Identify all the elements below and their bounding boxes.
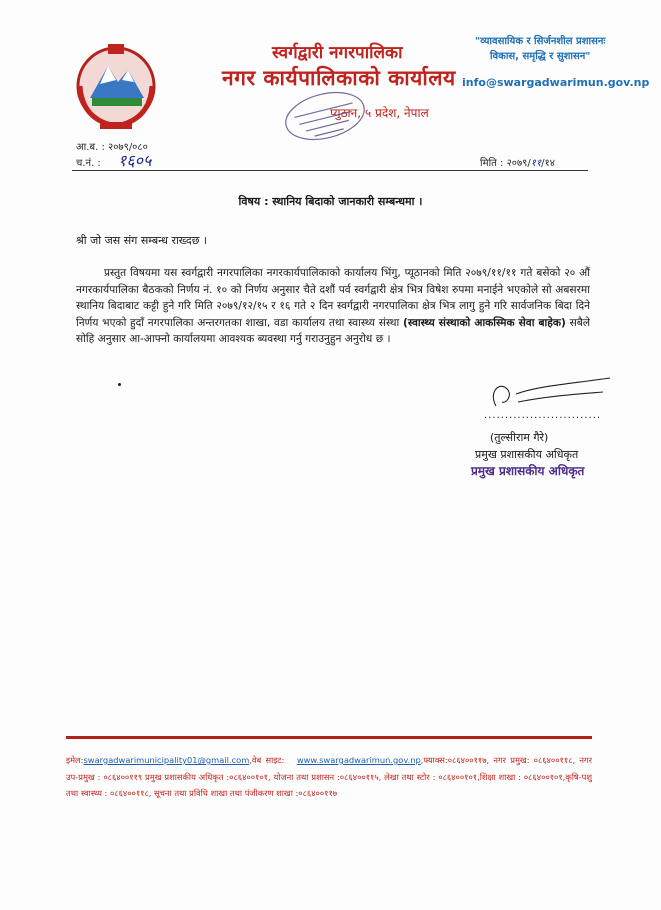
municipality-name: स्वर्गद्वारी नगरपालिका xyxy=(272,43,403,63)
date-label: मिति : २०७९/ xyxy=(480,158,531,169)
body-part-1: प्रस्तुत विषयमा यस स्वर्गद्वारी नगरपालिका नगरकार्यपालिकाको कार्यालय भिंगु, प्यूठानको मिति २०७९/११/११ गते बसेको २० औं नगरकार्यपालिका बैठकको निर्णय नं. १० को निर्णय अनुसार चैते दशौं पर्व स्वर्गद्वारी क्षेत्र भित्र विषेश रुपमा मनाईने भएकोले सो अबसरमा स्थानिय बिदाबाट कट्टी हुने गरि मिति २०७९/१२/१५ र १६ गते २ दिन स्वर्गद्वारी नगरपालिका क्षेत्र भित्र लागु हुने गरि सार्वजनिक बिदा दिने निर्णय भएको हुदाँ नगरपालिका अन्तरगतका शाखा, वडा कार्यालय तथा स्वास्थ्य संस्था xyxy=(76,267,590,329)
letter-date xyxy=(480,155,555,169)
signatory-name: (तुल्सीराम गैरे) xyxy=(490,431,549,444)
dispatch-label: च.नं. : xyxy=(76,158,101,169)
office-name: नगर कार्यपालिकाको कार्यालय xyxy=(222,66,456,90)
nepal-emblem-icon xyxy=(70,40,162,132)
fiscal-year: आ.ब. : २०७९/०८० xyxy=(76,142,148,153)
footer-email-link[interactable]: swargadwarimunicipality01@gmail.com xyxy=(83,755,250,765)
slogan-line-2: विकास, समृद्धि र सुशासन" xyxy=(490,51,591,62)
footer-phone-list: ,फ्याक्स:०८६४००११७, नगर प्रमुख: ०८६४००११८, नगर उप-प्रमुख : ०८६४००११९ प्रमुख प्रशासकीय अधिकृत :०८६४००१०१, योजना तथा प्रशासन :०८६४००११५, लेखा तथा स्टोर : ०८६४००१०१,शिक्षा शाखा : ०८६४००१०१,कृषि-पशु तथा स्वास्थ्य : ०८६४००११८, सूचना तथा प्रविधि शाखा तथा पंजीकरण शाखा :०८६४००११७ xyxy=(66,755,593,798)
body-bold-note: (स्वास्थ्य संस्थाको आकस्मिक सेवा बाहेक) xyxy=(403,316,566,329)
designation-stamp: प्रमुख प्रशासकीय अधिकृत xyxy=(471,464,585,478)
letter-subject: विषय : स्थानिय बिदाको जानकारी सम्बन्धमा । xyxy=(238,195,423,208)
signatory-post: प्रमुख प्रशासकीय अधिकृत xyxy=(475,448,579,461)
dispatch-number: १६०५ xyxy=(118,151,152,170)
body-part-2: सबैले सोहि अनुसार आ-आफ्नो कार्यालयमा आवश्यक ब्यवस्था गर्नु गराउनुहुन अनुरोध छ । xyxy=(76,316,591,346)
slogan-line-1: "व्यावसायिक र सिर्जनशील प्रशासनः xyxy=(475,36,606,47)
signature xyxy=(478,372,618,412)
footer-contacts xyxy=(66,752,592,802)
office-stamp xyxy=(270,86,380,146)
footer-website-label: ,वेब साइट: xyxy=(249,755,285,765)
footer-website-link[interactable]: www.swargadwarimun.gov.np xyxy=(296,755,421,765)
header-email: info@swargadwarimun.gov.np xyxy=(462,76,650,89)
signature-line: ............................ xyxy=(484,410,602,421)
date-day: /१४ xyxy=(541,158,555,169)
footer-divider xyxy=(66,736,592,739)
header-divider xyxy=(72,170,588,171)
stray-dot xyxy=(118,383,121,386)
office-address: प्युठान, ५ प्रदेश, नेपाल xyxy=(330,106,429,120)
letter-body xyxy=(76,265,590,348)
footer-email-label: इमेल: xyxy=(66,755,84,765)
date-month-handwritten: ११ xyxy=(530,158,542,169)
salutation: श्री जो जस संग सम्बन्ध राख्दछ । xyxy=(76,234,208,247)
